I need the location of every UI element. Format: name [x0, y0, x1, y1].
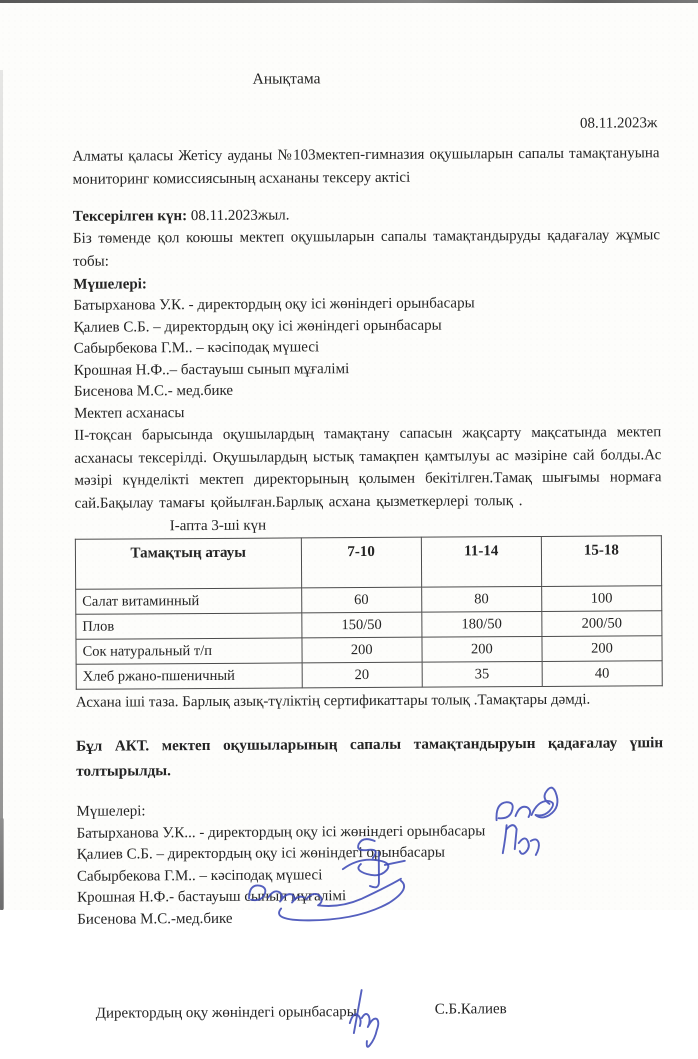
table-cell: 180/50 [422, 611, 542, 637]
table-header-row [75, 536, 661, 590]
intro-paragraph: Біз төменде қол коюшы мектеп оқушыларын сапалы тамақтандыруды қадағалау жұмыс тобы: [72, 227, 661, 270]
table-cell: 200 [422, 636, 542, 662]
table-header-cell: Тамақтың атауы [75, 538, 301, 589]
table-cell: 80 [421, 586, 541, 612]
conclusion-paragraph: Бұл АКТ. мектеп оқушыларының сапалы тамақтандыруын қадағалау үшін толтырылды. [76, 734, 664, 780]
table-row [76, 661, 662, 690]
scan-smudge-bottom-left [0, 818, 4, 910]
body-paragraph: ІІ-тоқсан барысында оқушылардың тамақтану сапасын жақсарту мақсатында мектеп асханасы тексерілді. Оқушылардың ыстық тамақпен қамтылуы ас мәзіріне сай болды.Ас мәзірі күнделікті мектеп директорының қолымен бекітілген.Тамақ шығымы нормаға сай.Бақылау тамағы қойылған.Барлық асхана қызметкерлері толық . [74, 424, 662, 512]
table-cell: Хлеб ржано-пшеничный [76, 663, 302, 689]
list-item: Крошная Н.Ф..– бастауыш сынып мұғалімі [73, 360, 350, 379]
checked-date-label: Тексерілген күн: [72, 208, 188, 225]
list-item: Бисенова М.С.- мед.бике [73, 382, 234, 400]
table-cell: Плов [76, 613, 302, 639]
table-cell: 40 [542, 661, 662, 687]
menu-table-head [75, 536, 661, 590]
members2-label: Мүшелері: [76, 803, 146, 820]
table-caption: І-апта 3-ші күн [169, 517, 267, 535]
table-cell: Салат витаминный [76, 588, 302, 614]
table-cell: Сок натуральный т/п [76, 638, 302, 664]
list-item: Батырханова У.К... - директордың оқу ісі жөніндегі орынбасары [76, 822, 486, 842]
after-table-note: Асхана іші таза. Барлық азық-түліктің сертификаттары толық .Тамақтары дәмді. [75, 691, 591, 711]
menu-table-body [76, 586, 663, 690]
scan-edge-left [0, 70, 3, 910]
footer-signer-name: С.Б.Калиев [434, 1001, 507, 1018]
table-header-cell: 15-18 [541, 536, 661, 587]
table-cell: 60 [301, 587, 421, 613]
table-cell: 200 [302, 637, 422, 663]
table-cell: 100 [542, 586, 662, 612]
list-item: Бисенова М.С.-мед.бике [77, 910, 233, 928]
table-header-cell: 7-10 [301, 537, 421, 588]
footer-signature-line [78, 985, 665, 1059]
list-item: Сабырбекова Г.М.. – кәсіподақ мүшесі [73, 339, 320, 357]
table-header-cell: 11-14 [421, 536, 541, 587]
list-item: Крошная Н.Ф.- бастауыш сынып мұғалімі [76, 888, 347, 906]
document-subtitle: Алматы қаласы Жетісу ауданы №103мектеп-гимназия оқушыларын сапалы тамақтануына мониторинг комиссиясының асхананы тексеру актісі [72, 145, 660, 188]
table-cell: 20 [302, 662, 422, 688]
signature-members-block [76, 798, 664, 931]
table-cell: 35 [422, 661, 542, 687]
members-label: Мүшелері: [73, 276, 147, 293]
table-row [76, 636, 662, 665]
table-row [76, 586, 662, 615]
list-item: Қалиев С.Б. – директордың оқу ісі жөніндегі орынбасары [73, 317, 442, 336]
menu-table [75, 535, 663, 690]
list-item: Сабырбекова Г.М.. – кәсіподақ мүшесі [76, 866, 323, 885]
checked-date-value: 08.11.2023жыл. [187, 207, 290, 225]
list-item: Қалиев С.Б. – директордың оқу ісі жөніндегі орынбасары [76, 844, 445, 863]
footer-position-title: Директордың оқу жөніндегі орынбасары [95, 1004, 357, 1022]
table-cell: 150/50 [301, 612, 421, 638]
document-title: Анықтама [252, 70, 321, 88]
table-cell: 200/50 [542, 611, 662, 637]
list-item: Батырханова У.К. - директордың оқу ісі жөніндегі орынбасары [73, 295, 475, 314]
scan-edge-top [0, 0, 698, 3]
table-cell: 200 [542, 636, 662, 662]
table-row [76, 611, 662, 640]
members-list [73, 292, 661, 425]
document-date: 08.11.2023ж [579, 115, 658, 132]
list-item: Мектеп асханасы [74, 404, 185, 422]
document-content [72, 66, 665, 1059]
